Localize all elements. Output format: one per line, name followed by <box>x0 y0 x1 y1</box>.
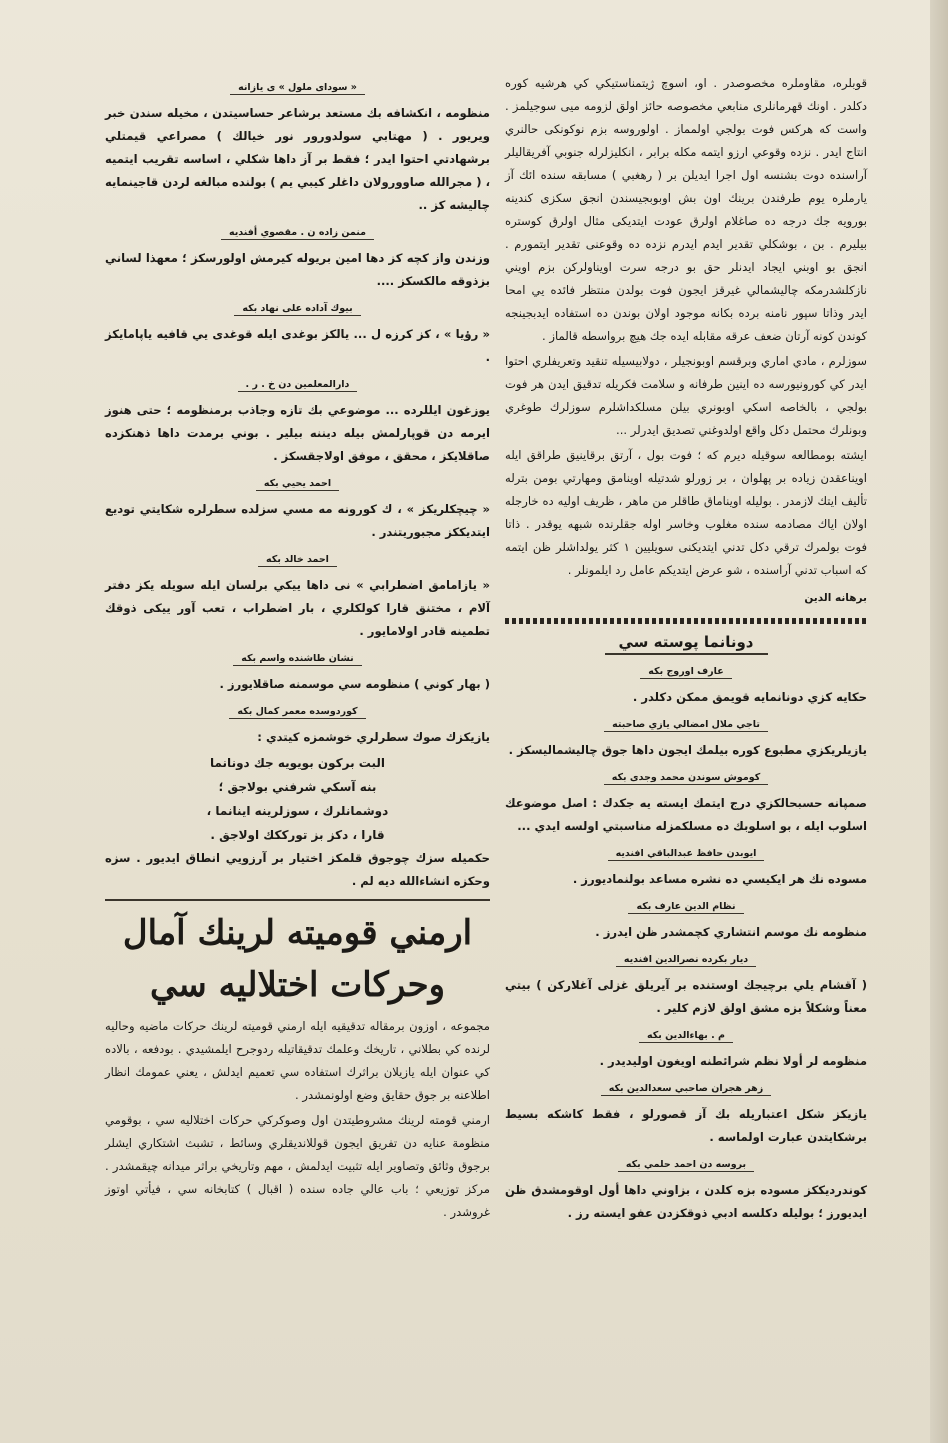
intro-paragraph-3: ايشته بومطالعه سوقيله ديرم كه ؛ فوت بول ، آرتق برقاينيق طراقق ايله اويناعقدن زياده بر پهلوان ، بر زورلو شدتيله اوينامق ومهارتي بومن بترله تأليف ايتك لازمدر . بوليله اويناماق طاقلر من ماهر ، ظريف اوليه ده خارجله اولان اياك مصادمه سنده مغلوب وخاسر اوله جقلرنده شبهه يوقدر . ذاتا فوت بولمرك ترقي دكل تدني ايتديكنى سويليين ١ كثر يولداشلر ظن ايتمه كه اسباب تدني آراسنده ، شو عرض ايتديكم عامل رد ايلمونلر . <box>505 448 867 577</box>
page-edge <box>930 0 948 1443</box>
reply-text: صمپانه حسبحالكزي درج ايتمك ايسته يه جكدك : اصل موضوعك اسلوب ايله ، بو اسلوبك ده مسلكمزله مناسبتي اولسه ايدي ... <box>505 796 867 833</box>
reply-byline: احمد خالد بكه <box>105 552 490 568</box>
reply-byline: بيوك آداده على نهاد بكه <box>105 301 490 317</box>
reply-text: ( آقشام يلي برچيجك اوستنده بر آيريلق غزلى آغلاركن ) بيتي معناً وشكلاً بزه مشق اولق لازم كلير . <box>505 978 867 1015</box>
reply-text: « چيچكلريكز » ، ك كورونه مه مسي سزلده سطرلره شكايتي تودیع ایتدیككز مجبوریتندر . <box>105 502 490 539</box>
reply-byline: تاجي ملال امضالي يازي صاحبته <box>505 717 867 733</box>
left-column <box>105 72 490 1226</box>
reply-byline: ديار بكرده نصرالدين افنديه <box>505 952 867 968</box>
poem-line: البت بركون بويويه جك دونانما <box>210 756 385 770</box>
poem-line: بنه آسكي شرفني بولاجق ؛ <box>218 780 377 794</box>
article-paragraph-2: ارمني قومته لرينك مشروطيتدن اول وصوكركي حركات اختلاليه سي ، بوقومي منظومة عنايه دن تفريق ايجون قوللانديقلري وسائط ، تشبث اشتكاري ايشلر برجوق وثائق وتصاوير ايله تثبيت ايدلمش ، مهم وتاريخي براثر ميدانه چيقمشدر . مركز توزيعي ؛ باب عالي جاده سنده ( اقبال ) كتابخانه سي ، فيأتي اوتوز غروشدر . <box>105 1113 490 1219</box>
reply-text: منظومه نك موسم انتشاري كچمشدر ظن ايدرز . <box>595 925 867 939</box>
right-column <box>505 72 867 1227</box>
reply-byline: كوردوسده معمر كمال بكه <box>105 704 490 720</box>
reply-text: منظومه لر أولا نظم شرائطنه اويغون اوليديدر . <box>599 1054 867 1068</box>
poem <box>105 751 490 847</box>
poem-line: قارا ، دكز بز تورككك اولاجق . <box>210 828 385 842</box>
intro-paragraph-1: قوبلره، مقاوملره مخصوصدر . او، اسوچ ژيتمناستيكي كي هرشيه كوره دكلدر . اونك قهرمانلرى منابعي مخصوصه حائز اولق لزومه ميى سوجيلمز . واست كه هركس فوت بولجي اولمماز . اولوروسه بزم نوكونكى حالنري انتاج ايدر . نزده وقوعي ارزو ايتمه مكله برابر ، انكليزلرله جنوبي آفريقاليلر آراسنده دوت بشنسه اول اجرا ايديلن بر ( رهغبي ) مسابقه سنده ائك آز يارملره يوم طرفندن برينك اون بش اوبوبجيسندن انجق سكزى كندينه بورويه جك درجه ده صاغلام اولرق عودت ايتديكى مثال اولرق كوستره بيليرم . بن ، بوشكلي تقدير ايدم ايدرم نزده ده وقوعنى تقدير ايتمورم . انجق بو اوبني ايجاد ايدنلر حق بو درجه سرت اويناولركن بزم اويني نازكلشدرمكه چاليشمالي غيرقز ايجون فوت بولدن منتظر فائده يي امحا ايدر وذاتا سپور نامنه برده بكانه موجود اولان بوندن ده استفاده ايدبجينجه كوندن كونه آرتان ضعف عرقه مقابله ايده جك هيچ برواسطه قالماز . <box>505 76 867 343</box>
dotted-divider <box>505 618 867 624</box>
reply-text: مسوده نك هر ايكيسي ده نشره مساعد بولنماديورز . <box>572 872 867 886</box>
reply-text: كوندرديككز مسوده بزه كلدن ، بزاوني داها أول اوقومشدق ظن ايديورز ؛ بوليله دكلسه ادبي ذوقكزدن عفو ايسته رز . <box>505 1183 867 1220</box>
reply-text: ( بهار كوني ) منظومه سي موسمنه صاقلايورز . <box>219 677 490 691</box>
reply-byline: بروسه دن احمد حلمي بكه <box>505 1157 867 1173</box>
poem-closing-text: حكميله سزك چوجوق قلمكز اختيار بر آرزويي انطاق ايديور . سزه وحكزه انشاءالله ديه لم . <box>105 851 490 888</box>
reply-text: وزندن واز كچه كز دها امين بريوله كيرمش اولورسكز ؛ معهذا لساني بزذوقه مالكسكز .... <box>105 251 490 288</box>
reply-byline: كوموش سوندن محمد وجدى بكه <box>505 770 867 786</box>
reply-byline: منمن زاده ن . مقصوي أفنديه <box>105 225 490 241</box>
reply-byline: ايوبدن حافظ عبدالباقي افنديه <box>505 846 867 862</box>
section-title <box>505 628 867 656</box>
reply-text: حكايه كزي دونانمايه قويمق ممكن دكلدر . <box>632 690 867 704</box>
article-headline <box>105 907 490 1011</box>
reply-byline: عارف اوروج بكه <box>505 664 867 680</box>
reply-text: يوزغون ايللرده ... موضوعي بك تازه وجاذب برمنظومه ؛ حتى هنوز ايرمه دن قوپارلمش بيله ديننه بيلير . بوني برمدت داها ذهنكزده صاقلايكز ، محقق ، موفق اولاجقسكز . <box>105 403 490 463</box>
article-signature: برهانه الدين <box>804 592 867 604</box>
reply-byline: زهر هجران صاحبي سعدالدين بكه <box>505 1081 867 1097</box>
reply-byline: دارالمعلمين دن خ . ر . <box>105 377 490 393</box>
reply-byline: احمد يحيي بكه <box>105 476 490 492</box>
divider-line <box>105 899 490 901</box>
intro-paragraph-2: سوزلرم ، مادي اماري وبرقسم اوبونجيلر ، دولابيسيله تنقيد وتعريفلري احتوا ايدر كي كورونيورسه ده اينين طرفانه و سلامت فكريله تدقيق ايدن هر فوت بولجي ، بالخاصه اسكي اوبونري بيلن مسلكداشلرم سوزلرك طوغري وبونلرك محتمل دكل واقع اولدوغني تصديق ايدرلر ... <box>505 354 867 437</box>
reply-text: « يازامامق اضطرابي » نى داها ييكي برلسان ايله سويله يكز دفتر آلام ، مختنق قارا كولكلري ، بار اضطراب ، تعب آور ييكى ذوقك تطمينه قادر اولامايور . <box>105 578 490 638</box>
poem-line: دوشمانلرك ، سوزلرينه اينانما ، <box>206 804 389 818</box>
reply-text: منظومه ، انكشافه بك مستعد برشاعر حساسيتدن ، مخيله سندن خبر ويريور . ( مهتابي سولدورور نور خيالك ) مصراعي قيمتلي برشهادتي احتوا ايدر ؛ فقط بر آز داها شكلي ، اساسه تقريب ايتميه ، ( مجرالله صاوورولان داغلر كيبي يم ) بولنده مبالغه لردن قاجينمايه چاليشه كز .. <box>105 106 490 212</box>
section-title-text: دونانما پوسته سي <box>605 633 768 655</box>
reply-byline: « سوداى ملول » ى يازانه <box>105 80 490 96</box>
reply-text: يازيكز شكل اعتباريله بك آز قصورلو ، فقط كاشكه بسيط برشكايتدن عبارت اولماسه . <box>505 1107 867 1144</box>
reply-text: يازيلريكزي مطبوع كوره بيلمك ايجون داها جوق چاليشماليسكز . <box>508 743 867 757</box>
reply-byline: م . بهاءالدين بكه <box>505 1028 867 1044</box>
reply-text: « رؤيا » ، كز كرزه ل ... يالكز بوغدى ايله قوغدى يي قافيه ياپامايكز . <box>105 327 490 364</box>
headline-line-1: ارمني قوميته لرينك آمال <box>122 913 473 953</box>
reply-text: يازيكزك صوك سطرلري خوشمزه كيتدي : <box>257 730 490 744</box>
headline-line-2: وحركات اختلاليه سي <box>149 965 446 1005</box>
reply-byline: نشان طاشنده واسم بكه <box>105 651 490 667</box>
article-paragraph-1: مجموعه ، اوزون برمقاله تدقيقيه ايله ارمني قوميته لرينك حركات ماضيه وحاليه لرنده كي بطلاني ، تاريخك وعلمك تدقيقاتيله ردوجرح ايلمشيدي . بودفعه ، بالاده كي عنوان ايله يازيلان براثرك استفاده سي تعميم ايدلش ، يعني عمومك انظار اطلاعنه بر جوق حقايق وضع اولونمشدر . <box>105 1019 490 1102</box>
reply-byline: نظام الدين عارف بكه <box>505 899 867 915</box>
